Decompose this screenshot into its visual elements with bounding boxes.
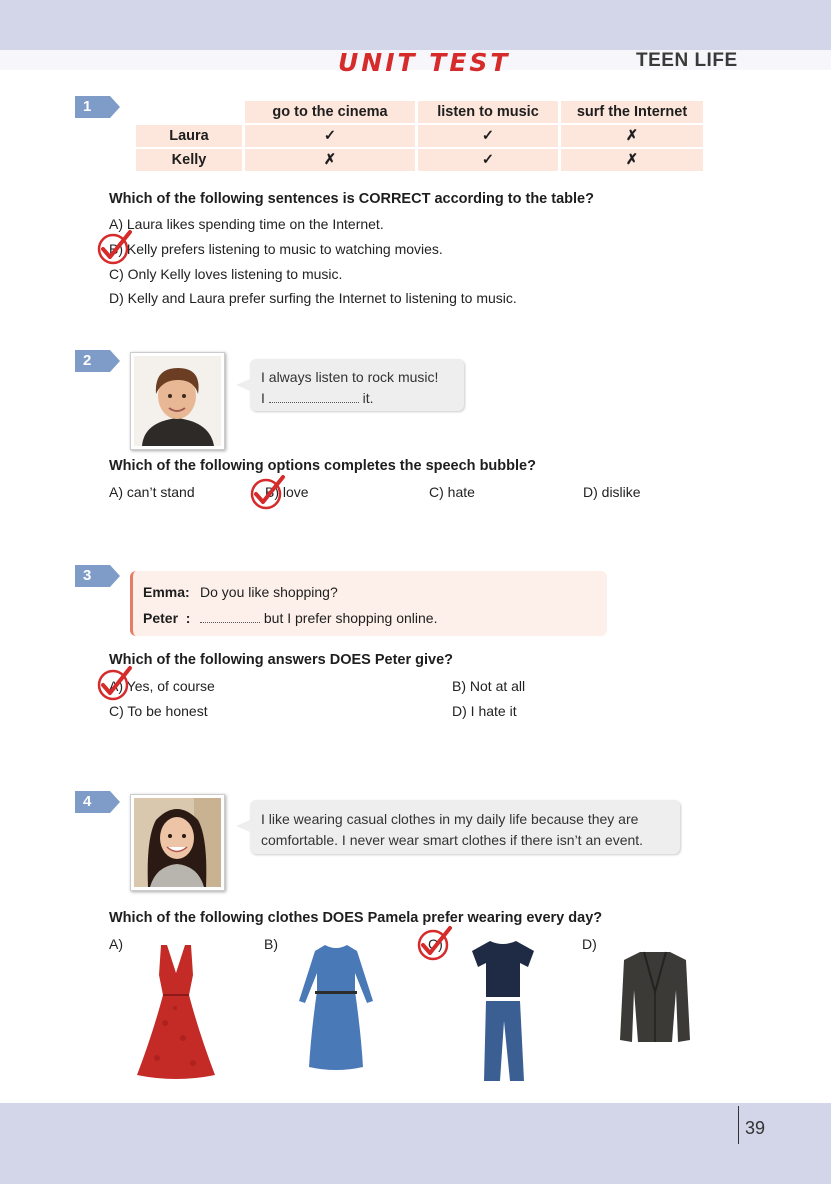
- boy-photo: [130, 352, 225, 450]
- bubble-line-1: I always listen to rock music!: [261, 369, 439, 385]
- option-b[interactable]: B) Kelly prefers listening to music to watching movies.: [109, 241, 443, 257]
- girl-portrait-image: [134, 798, 221, 887]
- dialogue-line-1: Do you like shopping?: [200, 584, 338, 600]
- question-number-3: 3: [75, 565, 110, 587]
- table-cell: ✓: [418, 125, 558, 147]
- question-4-text: Which of the following clothes DOES Pamela prefer wearing every day?: [109, 910, 603, 926]
- blank-space: [200, 610, 260, 623]
- table-cell: ✓: [245, 125, 415, 147]
- option-b[interactable]: B): [264, 936, 278, 952]
- bottom-band: [0, 1103, 831, 1184]
- option-d[interactable]: D) Kelly and Laura prefer surfing the Internet to listening to music.: [109, 290, 517, 306]
- dialogue-line-2: but I prefer shopping online.: [200, 610, 437, 626]
- table-cell: ✗: [561, 125, 703, 147]
- question-3-text: Which of the following answers DOES Peter give?: [109, 652, 454, 668]
- speaker-emma: Emma:: [143, 584, 190, 600]
- option-c[interactable]: C): [428, 936, 443, 952]
- row-name: Kelly: [136, 149, 242, 171]
- option-a[interactable]: A): [109, 936, 123, 952]
- column-header: go to the cinema: [245, 101, 415, 123]
- option-a[interactable]: A) can’t stand: [109, 484, 195, 500]
- option-a[interactable]: A) Yes, of course: [109, 678, 215, 694]
- checkmark-icon: [416, 925, 454, 961]
- option-b[interactable]: B) love: [265, 484, 309, 500]
- table-cell: ✗: [561, 149, 703, 171]
- bubble-line-2: comfortable. I never wear smart clothes if there isn’t an event.: [261, 832, 644, 848]
- table-cell: ✗: [245, 149, 415, 171]
- column-header: listen to music: [418, 101, 558, 123]
- question-number-1: 1: [75, 96, 110, 118]
- option-c[interactable]: C) To be honest: [109, 703, 208, 719]
- section-title: TEEN LIFE: [636, 50, 738, 71]
- girl-photo: [130, 794, 225, 891]
- option-d[interactable]: D): [582, 936, 597, 952]
- checkmark-icon: [96, 665, 134, 701]
- blue-dress-image[interactable]: [297, 943, 375, 1073]
- table-row: [136, 149, 703, 171]
- table-row: [136, 125, 703, 147]
- option-d[interactable]: D) dislike: [583, 484, 641, 500]
- speech-bubble: [250, 800, 680, 854]
- speech-bubble: [250, 359, 464, 411]
- checkmark-icon: [249, 474, 287, 510]
- bubble-line-2: I it.: [261, 390, 374, 406]
- t-shirt-and-jeans-image[interactable]: [470, 939, 536, 1085]
- blank-space: [269, 390, 359, 403]
- option-b[interactable]: B) Not at all: [452, 678, 526, 694]
- boy-portrait-image: [134, 356, 221, 446]
- unit-test-title: UNIT TEST: [338, 48, 511, 77]
- question-number-4: 4: [75, 791, 110, 813]
- question-1-text: Which of the following sentences is CORRECT according to the table?: [109, 191, 594, 207]
- bubble-line-1: I like wearing casual clothes in my daily life because they are: [261, 811, 639, 827]
- red-dress-image[interactable]: [135, 943, 217, 1081]
- option-a[interactable]: A) Laura likes spending time on the Internet.: [109, 216, 384, 232]
- page-divider: [738, 1106, 739, 1144]
- preferences-table: [133, 99, 706, 173]
- row-name: Laura: [136, 125, 242, 147]
- question-2-text: Which of the following options completes the speech bubble?: [109, 458, 536, 474]
- blazer-image[interactable]: [618, 950, 692, 1046]
- table-cell: ✓: [418, 149, 558, 171]
- speaker-peter: Peter :: [143, 610, 191, 626]
- option-c[interactable]: C) Only Kelly loves listening to music.: [109, 266, 343, 282]
- column-header: surf the Internet: [561, 101, 703, 123]
- page-number: 39: [745, 1118, 766, 1138]
- option-d[interactable]: D) I hate it: [452, 703, 517, 719]
- question-number-2: 2: [75, 350, 110, 372]
- checkmark-icon: [96, 229, 134, 265]
- option-c[interactable]: C) hate: [429, 484, 475, 500]
- top-band: [0, 0, 831, 50]
- dialogue-box: [130, 571, 607, 636]
